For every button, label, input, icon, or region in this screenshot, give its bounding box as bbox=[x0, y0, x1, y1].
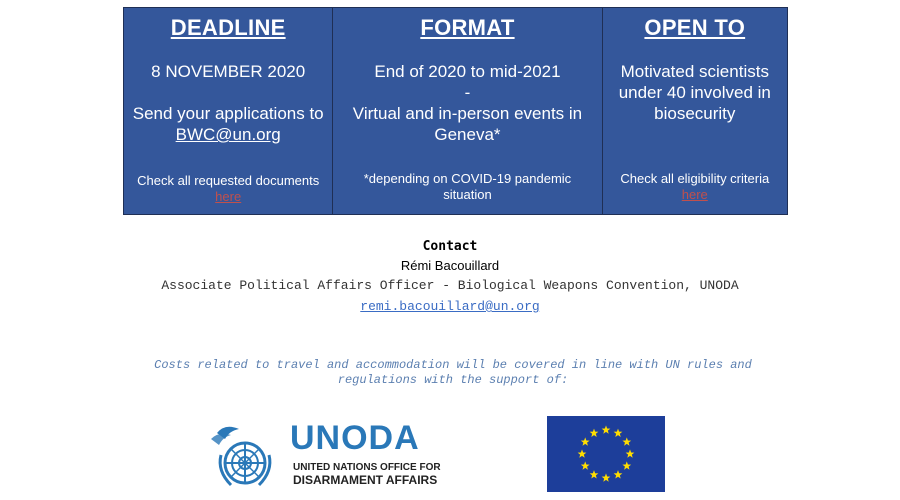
eu-flag bbox=[547, 416, 665, 492]
eu-star-icon bbox=[614, 470, 623, 478]
unoda-subtitle-line1: UNITED NATIONS OFFICE FOR bbox=[293, 462, 441, 473]
send-applications-text bbox=[128, 103, 328, 145]
deadline-date: 8 NOVEMBER 2020 bbox=[151, 62, 306, 81]
deadline-column bbox=[124, 8, 333, 214]
contact-title: Contact bbox=[422, 239, 478, 254]
open-to-column bbox=[603, 8, 787, 214]
eu-star-icon bbox=[602, 473, 611, 481]
eu-star-icon bbox=[590, 470, 599, 478]
format-footnote: *depending on COVID-19 pandemic situation bbox=[363, 171, 572, 202]
costs-note: Costs related to travel and accommodation will be covered in line with UN rules and regulations with the support of: bbox=[154, 358, 752, 387]
open-to-audience: Motivated scientists under 40 involved in biosecurity bbox=[618, 62, 771, 123]
contact-role: Associate Political Affairs Officer - Biological Weapons Convention, UNODA bbox=[161, 278, 739, 293]
un-emblem-icon bbox=[205, 415, 285, 495]
eu-star-icon bbox=[590, 429, 599, 437]
eu-star-icon bbox=[622, 461, 631, 469]
contact-block bbox=[0, 238, 900, 318]
format-header: FORMAT bbox=[420, 15, 515, 40]
documents-note-label: Check all requested documents bbox=[137, 173, 320, 188]
documents-note bbox=[128, 173, 328, 205]
unoda-logo bbox=[205, 415, 460, 495]
eu-star-icon bbox=[581, 437, 590, 445]
bwc-email-link[interactable]: BWC@un.org bbox=[175, 125, 281, 144]
eligibility-here-link[interactable]: here bbox=[681, 187, 708, 202]
eu-stars-icon bbox=[547, 416, 665, 492]
eligibility-note bbox=[607, 171, 783, 203]
contact-email-link[interactable]: remi.bacouillard@un.org bbox=[360, 299, 540, 314]
eu-star-icon bbox=[602, 425, 611, 433]
eu-star-icon bbox=[614, 429, 623, 437]
format-dash: - bbox=[464, 83, 471, 102]
eu-star-icon bbox=[581, 461, 590, 469]
unoda-subtitle-line2: DISARMAMENT AFFAIRS bbox=[293, 473, 438, 487]
eligibility-note-label: Check all eligibility criteria bbox=[620, 171, 770, 186]
deadline-header: DEADLINE bbox=[170, 15, 286, 40]
send-applications-label: Send your applications to bbox=[132, 104, 324, 123]
eu-star-icon bbox=[578, 449, 587, 457]
info-table bbox=[123, 7, 788, 215]
format-column bbox=[333, 8, 602, 214]
documents-here-link[interactable]: here bbox=[215, 189, 242, 204]
eu-star-icon bbox=[622, 437, 631, 445]
unoda-wordmark: UNODA bbox=[290, 419, 420, 457]
format-period: End of 2020 to mid-2021 bbox=[374, 62, 561, 81]
open-to-header: OPEN TO bbox=[644, 15, 746, 40]
format-events: Virtual and in-person events in Geneva* bbox=[352, 104, 583, 144]
contact-name: Rémi Bacouillard bbox=[400, 258, 500, 273]
eu-star-icon bbox=[626, 449, 635, 457]
